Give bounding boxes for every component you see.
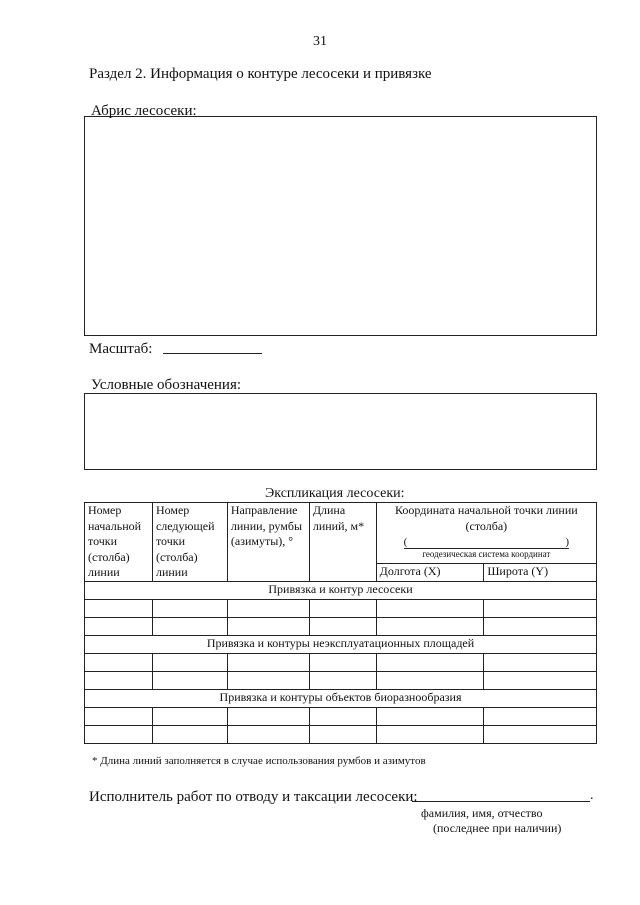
section-row-non-operational: Привязка и контуры неэксплуатационных площадей — [85, 635, 597, 653]
header-next-point: Номер следующей точки (столба) линии — [152, 503, 227, 582]
header-start-point: Номер начальной точки (столба) линии — [85, 503, 153, 582]
coord-system-caption: геодезическая система координат — [422, 549, 551, 560]
header-direction: Направление линии, румбы (азимуты), ° — [227, 503, 309, 582]
scale-label: Масштаб: — [89, 341, 153, 357]
executor-label: Исполнитель работ по отводу и таксации лесосеки: — [89, 789, 418, 805]
paren-open: ( — [403, 536, 408, 549]
table-caption: Экспликация лесосеки: — [265, 486, 405, 501]
table-row — [85, 653, 597, 671]
section-row-biodiversity: Привязка и контуры объектов биоразнообразия — [85, 689, 597, 707]
header-length: Длина линий, м* — [309, 503, 376, 582]
footnote: * Длина линий заполняется в случае использования румбов и азимутов — [92, 755, 426, 767]
page-number: 31 — [313, 34, 327, 49]
fio-caption-note: (последнее при наличии) — [433, 821, 562, 835]
section-row-contour: Привязка и контур лесосеки — [85, 581, 597, 599]
explication-table — [84, 502, 597, 744]
coord-title: Координата начальной точки линии (столба) — [394, 503, 578, 533]
legend-label: Условные обозначения: — [91, 377, 242, 393]
abris-label: Абрис лесосеки: — [91, 103, 197, 119]
fio-caption: фамилия, имя, отчество — [421, 806, 543, 820]
table-row — [85, 725, 597, 743]
table-row — [85, 599, 597, 617]
section-title: Раздел 2. Информация о контуре лесосеки и привязке — [89, 66, 432, 82]
scale-field[interactable] — [163, 353, 262, 354]
header-coordinates — [376, 503, 596, 564]
table-row — [85, 617, 597, 635]
header-longitude: Долгота (X) — [376, 564, 484, 582]
coord-system-field[interactable] — [404, 536, 569, 549]
executor-name-field[interactable] — [412, 801, 590, 802]
executor-period: . — [590, 788, 594, 803]
paren-close: ) — [565, 536, 569, 549]
header-latitude: Широта (Y) — [484, 564, 597, 582]
table-row — [85, 707, 597, 725]
table-row — [85, 671, 597, 689]
legend-area[interactable] — [84, 393, 597, 470]
abris-drawing-area[interactable] — [84, 116, 597, 336]
